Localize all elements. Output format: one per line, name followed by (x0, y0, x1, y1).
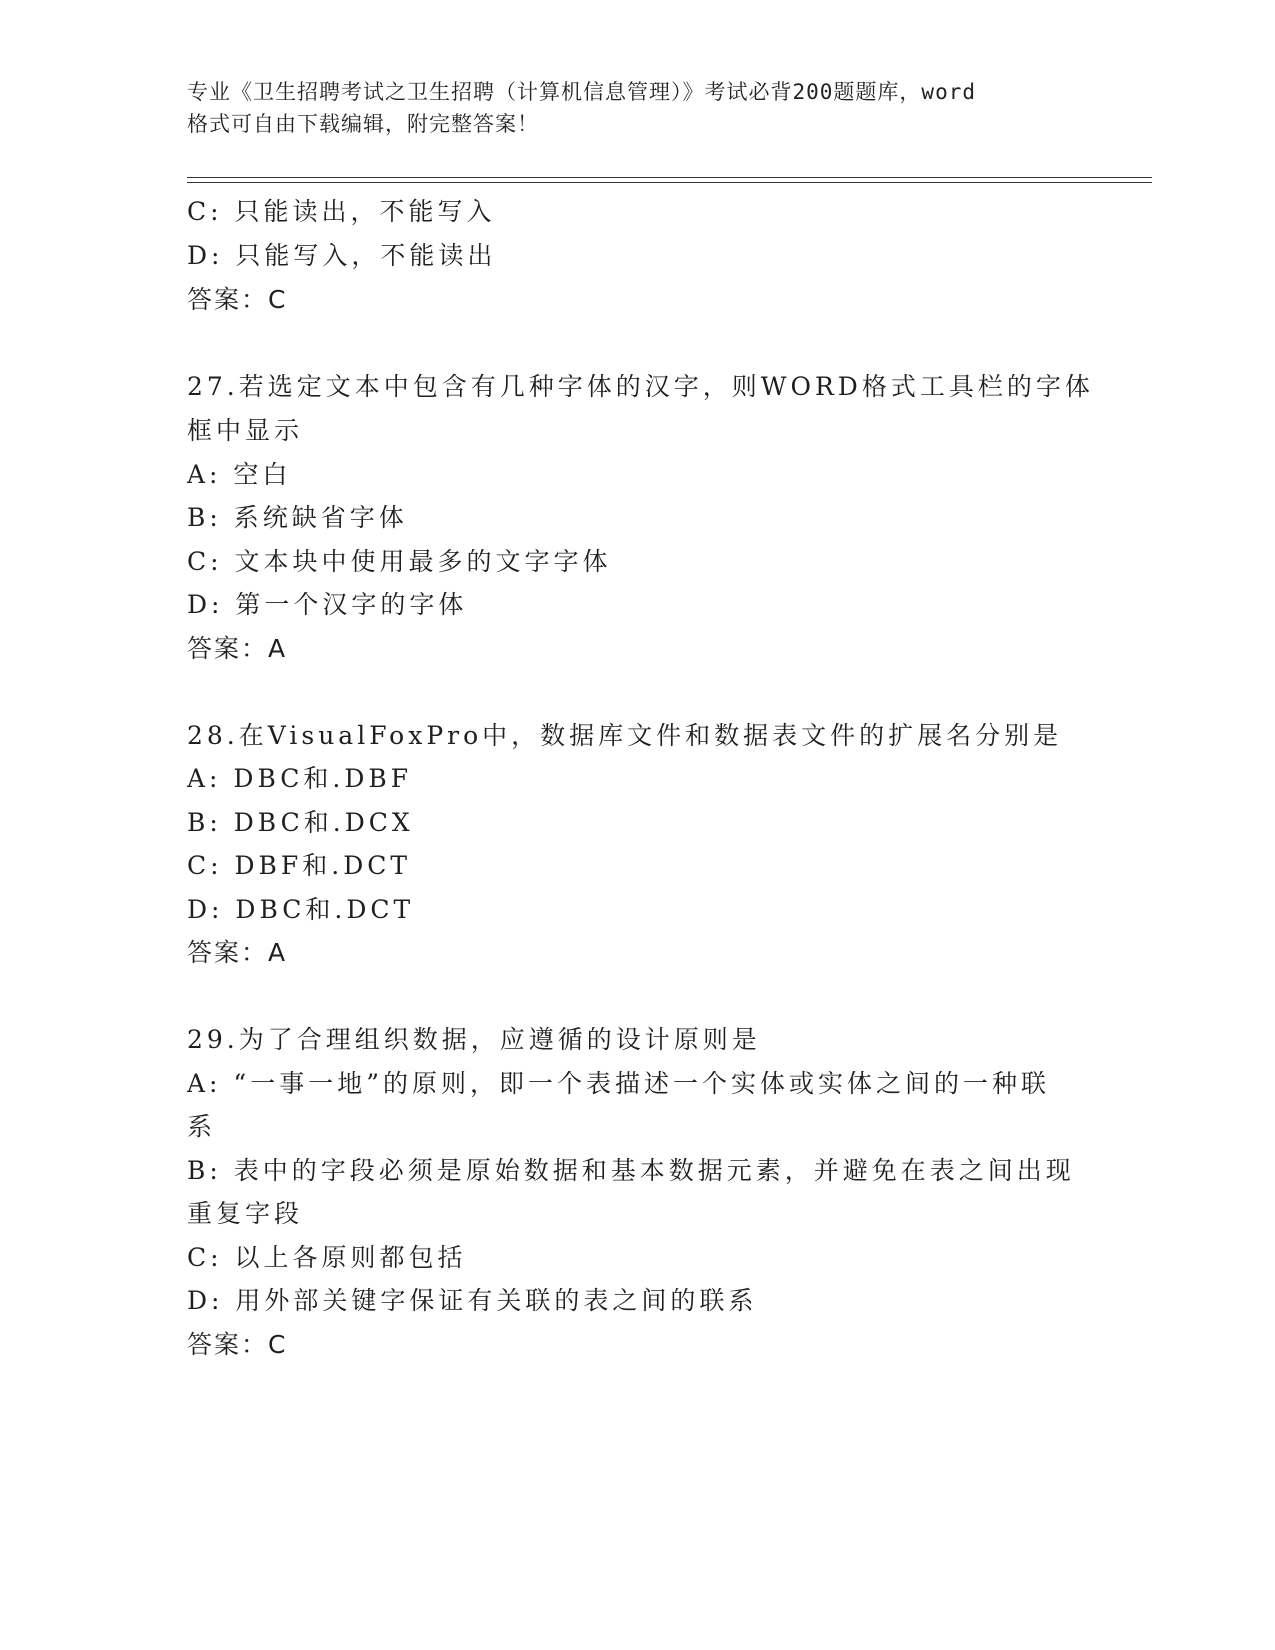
q29-stem: 29.为了合理组织数据，应遵循的设计原则是 (187, 1025, 761, 1054)
q27-stem-line-1: 27.若选定文本中包含有几种字体的汉字，则WORD格式工具栏的字体 (187, 372, 1094, 401)
q28-option-b: B: DBC和.DCX (187, 808, 414, 837)
q29-answer: 答案：C (187, 1330, 288, 1359)
q28-stem: 28.在VisualFoxPro中，数据库文件和数据表文件的扩展名分别是 (187, 721, 1063, 750)
q29-option-d: D: 用外部关键字保证有关联的表之间的联系 (187, 1286, 758, 1315)
q28-option-d: D: DBC和.DCT (187, 895, 415, 924)
q28-answer: 答案：A (187, 938, 288, 967)
document-header (187, 76, 1087, 140)
header-title-line-1: 专业《卫生招聘考试之卫生招聘（计算机信息管理）》考试必背200题题库，word (187, 80, 976, 104)
header-title-line-2: 格式可自由下载编辑，附完整答案！ (187, 112, 539, 136)
header-divider-bottom (187, 182, 1152, 183)
q29-option-a-line-1: A: “一事一地”的原则，即一个表描述一个实体或实体之间的一种联 (187, 1069, 1050, 1098)
prev-option-d: D: 只能写入，不能读出 (187, 241, 497, 270)
q27-stem-line-2: 框中显示 (187, 416, 304, 445)
prev-option-c: C: 只能读出，不能写入 (187, 197, 496, 226)
q27-option-b: B: 系统缺省字体 (187, 503, 408, 532)
q27-option-a: A: 空白 (187, 460, 292, 489)
header-divider-top (187, 177, 1152, 178)
q27-answer: 答案：A (187, 634, 288, 663)
q29-option-a-line-2: 系 (187, 1112, 217, 1141)
q28-option-a: A: DBC和.DBF (187, 764, 413, 793)
q27-option-c: C: 文本块中使用最多的文字字体 (187, 547, 612, 576)
prev-answer: 答案：C (187, 285, 288, 314)
q27-option-d: D: 第一个汉字的字体 (187, 590, 468, 619)
q29-option-c: C: 以上各原则都包括 (187, 1243, 467, 1272)
q28-option-c: C: DBF和.DCT (187, 851, 412, 880)
q29-option-b-line-2: 重复字段 (187, 1199, 304, 1228)
q29-option-b-line-1: B: 表中的字段必须是原始数据和基本数据元素，并避免在表之间出现 (187, 1156, 1075, 1185)
